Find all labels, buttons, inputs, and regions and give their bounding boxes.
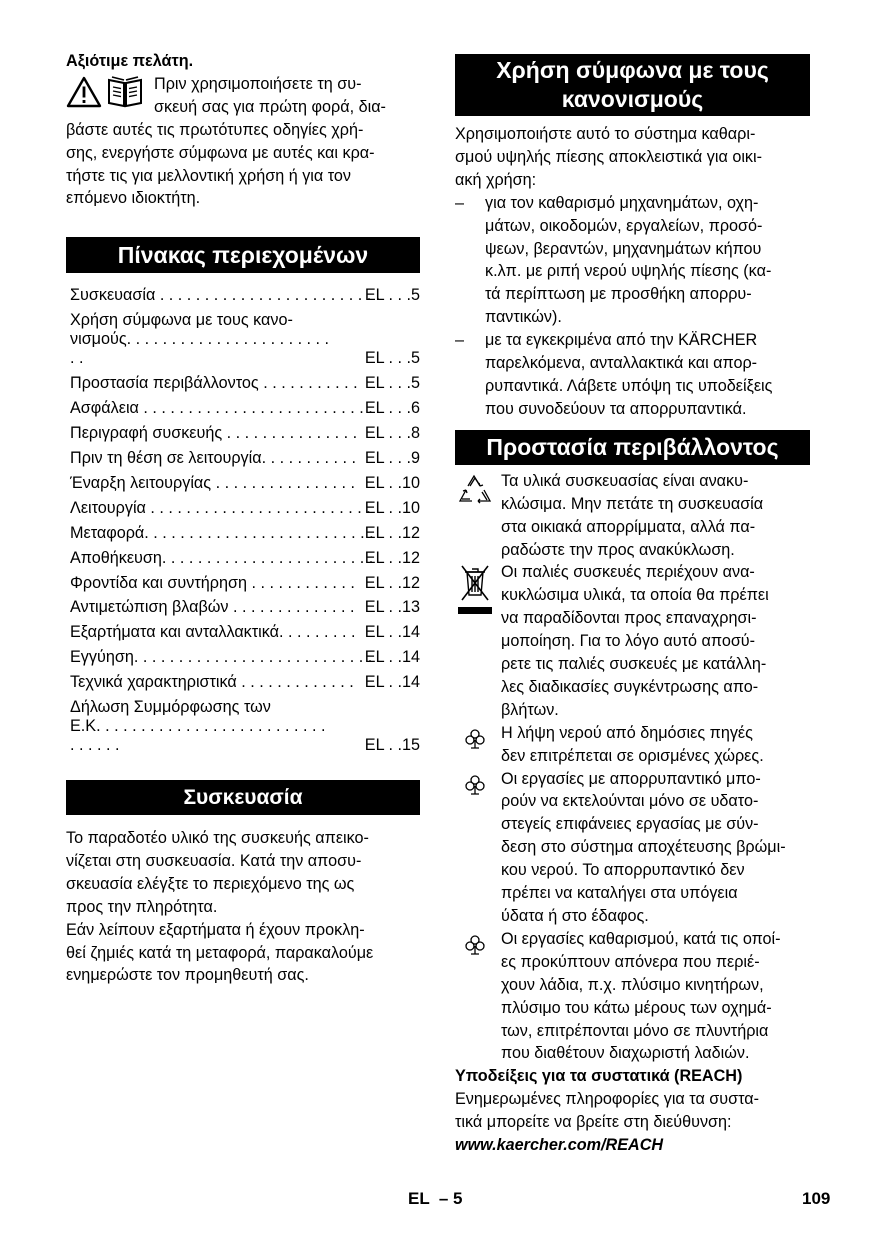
packaging-line: προς την πληρότητα. — [66, 897, 218, 916]
manual-book-icon — [106, 75, 144, 109]
packaging-title: Συσκευασία — [66, 780, 420, 815]
proper-use-text — [455, 123, 810, 421]
packaging-text — [66, 827, 420, 987]
toc-entry[interactable]: Περιγραφή συσκευής . . . . . . . . . . . . . . . EL . . .8 — [70, 424, 420, 443]
intro-line: επόμενο ιδιοκτήτη. — [66, 189, 201, 208]
toc-entry[interactable]: Εγγύηση. . . . . . . . . . . . . . . . . . . . . . . . . . . EL . .14 — [70, 648, 420, 667]
intro-line: τήστε τις για μελλοντική χρήση ή για τον — [66, 166, 352, 185]
environment-note-icon — [455, 774, 495, 796]
crossed-bin-icon — [455, 563, 495, 614]
toc-entry[interactable]: Δήλωση Συμμόρφωσης των Ε.Κ. . . . . . . . . . . . . . . . . . . . . . . . . . . . . . . . EL . .15 — [70, 698, 420, 755]
bullet-item: – με τα εγκεκριμένα από την KÄRCHER παρελκόμενα, ανταλλακτικά και απορ- ρυπαντικά. Λάβετε υπόψη τις υποδείξεις που συνοδεύουν τα απορρυπαντικά. — [455, 331, 773, 418]
toc-entry[interactable]: Χρήση σύμφωνα με τους κανο- νισμούς. . . . . . . . . . . . . . . . . . . . . . . . . EL . . .5 — [70, 311, 420, 368]
intro-line: σης, ενεργήστε σύμφωνα με αυτές και κρα- — [66, 143, 375, 162]
proper-use-line: Χρησιμοποιήστε αυτό το σύστημα καθαρι- — [455, 125, 756, 143]
environment-note-icon — [455, 728, 495, 750]
toc-entry[interactable]: Τεχνικά χαρακτηριστικά . . . . . . . . . . . . . EL . .14 — [70, 673, 420, 692]
toc-entry[interactable]: Μεταφορά. . . . . . . . . . . . . . . . . . . . . . . . . . EL . .12 — [70, 523, 420, 542]
page-number: 109 — [802, 1189, 831, 1208]
packaging-line: θεί ζημιές κατά τη μεταφορά, παρακαλούμε — [66, 943, 374, 962]
bullet-item: – για τον καθαρισμό μηχανημάτων, οχη- μάτων, οικοδομών, εργαλείων, προσό- ψεων, βεραντών, μηχανημάτων κήπου κ.λπ. με ριπή νερού υψηλής πίεσης (κα- τά περίπτωση με προσθήκη απορρυ- παντικών). — [455, 193, 772, 327]
environment-item: Οι εργασίες με απορρυπαντικό μπο- ρούν να εκτελούνται μόνο σε υδατο- στεγείς επιφάνειες εργασίας με σύν- δεση στο σύστημα αποχέτευσης βρώμι- κου νερού. Το απορρυπαντικό δεν πρέπει να καταλήγει στα υπόγεια ύδατα ή στο έδαφος. — [455, 768, 810, 928]
packaging-line: ενημερώστε τον προμηθευτή σας. — [66, 966, 309, 985]
intro-block — [66, 73, 420, 210]
packaging-line: σκευασία ελέγξτε το περιεχόμενο της ως — [66, 874, 355, 893]
packaging-line: Εάν λείπουν εξαρτήματα ή έχουν προκλη- — [66, 920, 365, 939]
toc-entry[interactable]: Συσκευασία . . . . . . . . . . . . . . . . . . . . . . . . . EL . . .5 — [70, 286, 420, 305]
environment-title: Προστασία περιβάλλοντος — [455, 430, 810, 465]
intro-line: Πριν χρησιμοποιήσετε τη συ- — [154, 74, 362, 93]
reach-line: τικά μπορείτε να βρείτε στη διεύθυνση: — [455, 1113, 732, 1132]
toc-entry[interactable]: Αντιμετώπιση βλαβών . . . . . . . . . . . . . . EL . .13 — [70, 598, 420, 617]
proper-use-line: ακή χρήση: — [455, 170, 537, 189]
recycle-icon — [455, 472, 495, 508]
reach-line: Ενημερωμένες πληροφορίες για τα συστα- — [455, 1090, 760, 1109]
packaging-line: νίζεται στη συσκευασία. Κατά την αποσυ- — [66, 851, 362, 870]
reach-heading: Υποδείξεις για τα συστατικά (REACH) — [455, 1067, 743, 1086]
toc-entry[interactable]: Πριν τη θέση σε λειτουργία. . . . . . . . . . . EL . . .9 — [70, 448, 420, 467]
toc-entry[interactable]: Προστασία περιβάλλοντος . . . . . . . . . . . EL . . .5 — [70, 374, 420, 393]
toc-entry[interactable]: Εξαρτήματα και ανταλλακτικά. . . . . . . . . EL . .14 — [70, 623, 420, 642]
environment-item: Οι παλιές συσκευές περιέχουν ανα- κυκλώσιμα υλικά, τα οποία θα πρέπει να παραδίδονται προς επαναχρησι- μοποίηση. Για το λόγο αυτό αποσύ- ρετε τις παλιές συσκευές με κατάλλη- λες διαδικασίες συγκέντρωσης απο- βλήτων. — [455, 561, 810, 721]
proper-use-line: σμού υψηλής πίεσης αποκλειστικά για οικι- — [455, 147, 762, 166]
toc-entry[interactable]: Έναρξη λειτουργίας . . . . . . . . . . . . . . . . EL . .10 — [70, 473, 420, 492]
environment-note-icon — [455, 934, 495, 956]
greeting-heading: Αξιότιμε πελάτη. — [66, 52, 194, 70]
toc-entry[interactable]: Φροντίδα και συντήρηση . . . . . . . . . . . . EL . .12 — [70, 573, 420, 592]
right-column — [455, 54, 810, 1157]
proper-use-title: Χρήση σύμφωνα με τους κανονισμούς — [455, 54, 810, 116]
intro-line: σκευή σας για πρώτη φορά, δια- — [154, 97, 386, 116]
intro-icons — [66, 75, 144, 109]
reach-url-link[interactable]: www.kaercher.com/REACH — [455, 1136, 664, 1155]
toc-list — [66, 283, 420, 758]
environment-item: Οι εργασίες καθαρισμού, κατά τις οποί- ες προκύπτουν απόνερα που περιέ- χουν λάδια, π.χ. πλύσιμο κινητήρων, πλύσιμο του κάτω μέρους των οχημά- των, επιτρέπονται μόνο σε πλυντήρια που διαθέτουν διαχωριστή λαδιών. — [455, 928, 810, 1065]
packaging-line: Το παραδοτέο υλικό της συσκευής απεικο- — [66, 829, 369, 848]
environment-item: Η λήψη νερού από δημόσιες πηγές δεν επιτρέπεται σε ορισμένες χώρες. — [455, 722, 810, 768]
environment-item: Τα υλικά συσκευασίας είναι ανακυ- κλώσιμα. Μην πετάτε τη συσκευασία στα οικιακά απορρίμματα, αλλά πα- ραδώστε την προς ανακύκλωση. — [455, 470, 810, 562]
environment-list — [455, 470, 810, 1066]
intro-line: βάστε αυτές τις πρωτότυπες οδηγίες χρή- — [66, 120, 364, 139]
toc-entry[interactable]: Ασφάλεια . . . . . . . . . . . . . . . . . . . . . . . . . . EL . . .6 — [70, 399, 420, 418]
toc-entry[interactable]: Αποθήκευση. . . . . . . . . . . . . . . . . . . . . . . . EL . .12 — [70, 548, 420, 567]
left-column — [66, 50, 420, 987]
page-label: EL – 5 — [408, 1189, 463, 1208]
toc-title: Πίνακας περιεχομένων — [66, 237, 420, 273]
warning-icon — [66, 75, 102, 109]
toc-entry[interactable]: Λειτουργία . . . . . . . . . . . . . . . . . . . . . . . . . EL . .10 — [70, 498, 420, 517]
